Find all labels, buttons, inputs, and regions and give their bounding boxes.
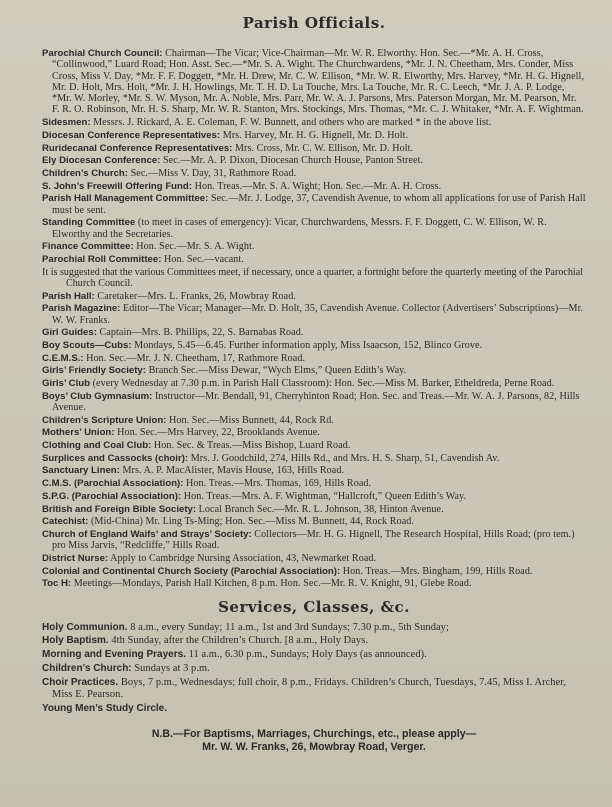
official-entry-text: Sec.—Mr. J. Lodge, 37, Cavendish Avenue, to whom all applications for use of Parish Hall must be sent. (52, 193, 586, 216)
official-entry-label: Ruridecanal Conference Representatives: (42, 142, 233, 154)
official-entry-text: Collectors—Mr. H. G. Hignell, The Research Hospital, Hills Road; (pro tem.) pro Miss Jarvis, “Redcliffe,” Hills Road. (52, 528, 575, 552)
service-entry-label: Morning and Evening Prayers. (42, 649, 186, 661)
official-entry-label: Catechist: (42, 516, 89, 528)
service-entry (42, 677, 586, 702)
official-entry (42, 440, 586, 451)
official-entry-label: Standing Committee (42, 217, 136, 229)
service-entry (42, 663, 586, 675)
official-entry-label: S.P.G. (Parochial Association): (42, 490, 182, 502)
official-entry-text: Editor—The Vicar; Manager—Mr. D. Holt, 35, Cavendish Avenue. Collector (Advertisers’ Subscriptions)—Mr. W. W. Franks. (52, 303, 584, 326)
official-entry (42, 516, 586, 527)
official-entry-label: C.M.S. (Parochial Association): (42, 478, 184, 490)
official-entry-text: (Mid-China) Mr. Ling Ts-Ming; Hon. Sec.—Miss M. Bunnett, 44, Rock Road. (88, 516, 415, 528)
service-entry-text: 11 a.m., 6.30 p.m., Sundays; Holy Days (as announced). (185, 649, 427, 661)
official-entry (42, 267, 586, 290)
official-entry (42, 168, 586, 179)
nb-line-2: Mr. W. W. Franks, 26, Mowbray Road, Verger. (202, 741, 426, 754)
official-entry-label: Church of England Waifs’ and Strays’ Society: (42, 528, 252, 540)
official-entry-label: Parochial Roll Committee: (42, 253, 162, 265)
official-entry-text: Chairman—The Vicar; Vice-Chairman—Mr. W. R. Elworthy. Hon. Sec.—*Mr. A. H. Cross, “Collinwood,” Luard Road; Hon. Asst. Sec.—*Mr. S. A. Wight. The Churchwardens, *Mr. J. N. Cheetham, Mrs. Conder, Miss Cross, Miss V. Day, *Mr. F. F. Doggett, *Mr. H. Drew, Mr. C. W. Ellison, *Mr. W. R. Elworthy, Mrs. Harvey, *Mr. H. G. Hignell, Mr. D. Holt, Mrs. Holt, *Mr. J. H. Howlings, Mr. T. H. D. La Touche, Mrs. La Touche, Mr. R. C. Leech, *Mr. J. A. P. Lodge, *Mr. W. Morley, *Mr. S. W. Myson, Mr. A. Noble, Mrs. Parr, Mr. W. A. J. Parsons, Mrs. Paterson Morgan, Mr. M. Pearson, Mr. F. R. O. Robinson, Mr. H. S. Sharp, Mr. W. R. Stanton, Mrs. Stockings, Mrs. Thomas, *Mr. C. J. Whitaker, *Mr. A. F. Wightman. (52, 48, 585, 116)
official-entry-label: Colonial and Continental Church Society (Parochial Association): (42, 565, 341, 577)
official-entry (42, 491, 586, 502)
service-entry-label: Children’s Church: (42, 663, 132, 675)
service-entry-label: Holy Baptism. (42, 635, 109, 647)
official-entry-label: Parochial Church Council: (42, 48, 163, 59)
official-entry-label: District Nurse: (42, 552, 109, 564)
official-entry-label: Parish Magazine: (42, 303, 121, 315)
official-entry (42, 504, 586, 515)
official-entry-label: Children’s Church: (42, 167, 128, 179)
official-entry (42, 143, 586, 154)
service-entry-label: Holy Communion. (42, 621, 128, 633)
official-entry-label: Sidesmen: (42, 117, 91, 129)
service-entry-label: Choir Practices. (42, 677, 119, 689)
official-entry-text: Branch Sec.—Miss Dewar, “Wych Elms,” Queen Edith’s Way. (145, 365, 407, 377)
official-entry-label: Children’s Scripture Union: (42, 414, 167, 426)
official-entry (42, 340, 586, 351)
official-entry-label: Boys’ Club Gymnasium: (42, 390, 153, 402)
official-entry (42, 254, 586, 265)
official-entry-label: C.E.M.S.: (42, 352, 84, 364)
official-entry (42, 415, 586, 426)
official-entry (42, 217, 586, 240)
official-entry (42, 478, 586, 489)
official-entry-text: Hon. Sec.—Mr. J. N. Cheetham, 17, Rathmore Road. (83, 352, 306, 364)
service-entry (42, 635, 586, 647)
service-entry-text: 4th Sunday, after the Children’s Church. [8 a.m., Holy Days. (108, 635, 368, 647)
service-entry (42, 649, 586, 661)
official-entry (42, 291, 586, 302)
official-entry-label: S. John’s Freewill Offering Fund: (42, 180, 192, 192)
official-entry-text: Hon. Sec.—vacant. (161, 253, 244, 265)
official-entry (42, 566, 586, 577)
service-entry-label: Young Men’s Study Circle. (42, 703, 168, 715)
official-entry (42, 378, 586, 389)
official-entry (42, 193, 586, 216)
service-entry (42, 703, 586, 715)
official-entry-text: Mrs. Harvey, Mr. H. G. Hignell, Mr. D. Holt. (220, 129, 409, 141)
official-entry-text: Captain—Mrs. B. Phillips, 22, S. Barnabas Road. (96, 327, 304, 339)
heading-parish-officials: Parish Officials. (242, 14, 386, 32)
official-entry-text: Meetings—Mondays, Parish Hall Kitchen, 8 p.m. Hon. Sec.—Mr. R. V. Knight, 91, Glebe Road. (71, 578, 472, 590)
official-entry (42, 48, 586, 116)
official-entry-label: Clothing and Coal Club: (42, 440, 152, 452)
official-entry-text: (every Wednesday at 7.30 p.m. in Parish Hall Classroom): Hon. Sec.—Miss M. Barker, Etheldreda, Perne Road. (89, 378, 555, 390)
official-entry-label: Girls’ Friendly Society: (42, 365, 146, 377)
official-entry-label: Parish Hall: (42, 290, 95, 302)
official-entry-label: Girls’ Club (42, 378, 90, 390)
official-entry-label: Surplices and Cassocks (choir): (42, 452, 189, 464)
official-entry-text: Apply to Cambridge Nursing Association, 43, Newmarket Road. (108, 552, 377, 564)
official-entry-text: Mondays, 5.45—6.45. Further information apply, Miss Isaacson, 152, Blinco Grove. (131, 339, 483, 351)
official-entry-text: Sec.—Miss V. Day, 31, Rathmore Road. (128, 167, 297, 179)
official-entry-label: Parish Hall Management Committee: (42, 193, 209, 205)
official-entry-text: Instructor—Mr. Bendall, 91, Cherryhinton Road; Hon. Sec. and Treas.—Mr. W. A. J. Parsons, 82, Hills Avenue. (52, 390, 580, 414)
official-entry-label: Mothers’ Union: (42, 427, 115, 439)
official-entry (42, 553, 586, 564)
official-entry (42, 465, 586, 476)
services-list (42, 622, 586, 716)
official-entry (42, 391, 586, 414)
service-entry-text: 8 a.m., every Sunday; 11 a.m., 1st and 3rd Sundays; 7.30 p.m., 5th Sunday; (127, 621, 449, 633)
official-entry (42, 453, 586, 464)
nb-notice (42, 728, 586, 755)
official-entry-text: (to meet in cases of emergency): Vicar, Churchwardens, Messrs. F. F. Doggett, C. W. Ellison, W. R. Elworthy and the Secretaries. (52, 217, 547, 240)
official-entry-text: Hon. Treas.—Mrs. A. F. Wightman, “Hallcroft,” Queen Edith’s Way. (181, 490, 467, 502)
official-entry (42, 327, 586, 338)
official-entry (42, 117, 586, 128)
official-entry-text: Local Branch Sec.—Mr. R. L. Johnson, 38, Hinton Avenue. (196, 503, 444, 515)
official-entry (42, 365, 586, 376)
officials-list (42, 48, 586, 590)
official-entry-label: Finance Committee: (42, 241, 134, 253)
official-entry-text: Messrs. J. Rickard, A. E. Coleman, F. W. Bunnett, and others who are marked * in the above list. (90, 117, 492, 129)
official-entry-text: Hon. Sec.—Miss Bunnett, 44, Rock Rd. (166, 414, 334, 426)
official-entry-label: British and Foreign Bible Society: (42, 503, 197, 515)
official-entry (42, 130, 586, 141)
official-entry-text: Hon. Treas.—Mrs. Bingham, 199, Hills Road. (340, 565, 533, 577)
official-entry-text: Hon. Sec. & Treas.—Miss Bishop, Luard Road. (151, 440, 351, 452)
official-entry (42, 181, 586, 192)
official-entry (42, 303, 586, 326)
service-entry (42, 622, 586, 634)
service-entry-text: Boys, 7 p.m., Wednesdays; full choir, 8 p.m., Fridays. Children’s Church, Tuesdays, 7.45, Miss I. Archer, Miss E. Pearson. (52, 677, 567, 701)
official-entry-label: Toc H: (42, 578, 72, 590)
official-entry-label: Sanctuary Linen: (42, 465, 120, 477)
official-entry-text: Hon. Sec.—Mr. S. A. Wight. (133, 241, 255, 253)
service-entry-text: Sundays at 3 p.m. (131, 663, 210, 675)
official-entry-text: Hon. Treas.—Mrs. Thomas, 169, Hills Road. (183, 478, 372, 490)
official-entry-text: Mrs. J. Goodchild, 274, Hills Rd., and Mrs. H. S. Sharp, 51, Cavendish Av. (188, 452, 500, 464)
official-entry-text: Hon. Treas.—Mr. S. A. Wight; Hon. Sec.—Mr. A. H. Cross. (191, 180, 442, 192)
heading-services: Services, Classes, &c. (218, 597, 410, 616)
official-entry (42, 353, 586, 364)
official-entry-text: Caretaker—Mrs. L. Franks, 26, Mowbray Road. (94, 290, 296, 302)
official-entry (42, 155, 586, 166)
official-entry-label: Ely Diocesan Conference: (42, 155, 161, 167)
official-entry-text: Hon. Sec.—Mrs Harvey, 22, Brooklands Avenue. (114, 427, 320, 439)
nb-line-1: N.B.—For Baptisms, Marriages, Churchings, etc., please apply— (151, 727, 477, 740)
official-entry-label: Boy Scouts—Cubs: (42, 339, 132, 351)
official-entry-text: Sec.—Mr. A. P. Dixon, Diocesan Church House, Panton Street. (160, 155, 424, 167)
official-entry (42, 578, 586, 589)
official-entry (42, 241, 586, 252)
official-entry-text: Mrs. Cross, Mr. C. W. Ellison, Mr. D. Holt. (232, 142, 414, 154)
official-entry-label: Diocesan Conference Representatives: (42, 129, 221, 141)
official-entry-text: Mrs. A. P. MacAlister, Mavis House, 163, Hills Road. (119, 465, 345, 477)
official-entry-label: Girl Guides: (42, 327, 97, 339)
official-entry (42, 529, 586, 552)
official-entry-text: It is suggested that the various Committees meet, if necessary, once a quarter, a fortnight before the quarterly meeting of the Parochial Church Council. (42, 266, 584, 289)
official-entry (42, 427, 586, 438)
